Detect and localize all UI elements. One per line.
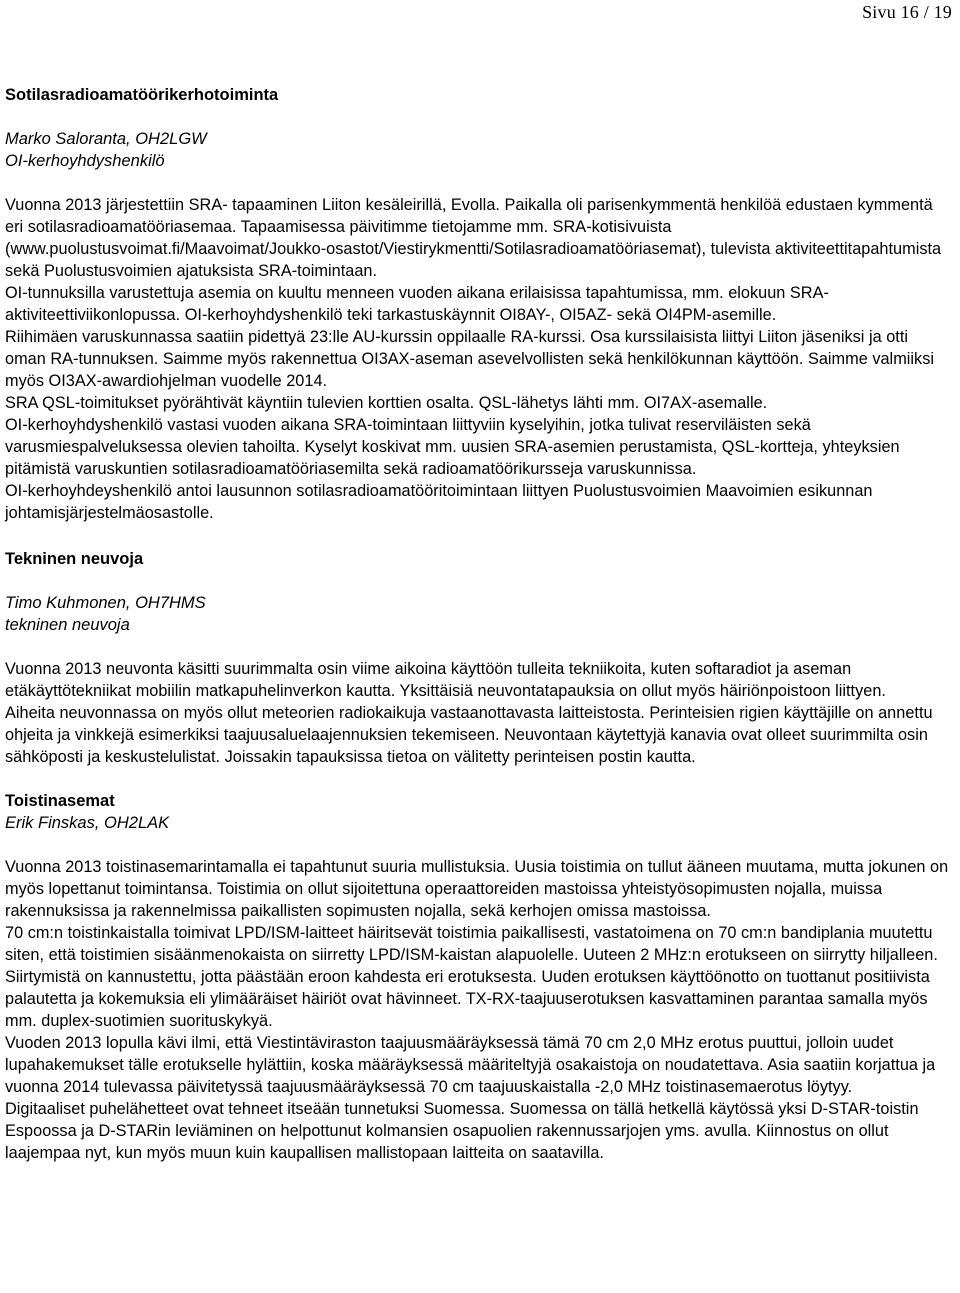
page-number: Sivu 16 / 19 <box>862 2 952 22</box>
paragraph: Vuonna 2013 neuvonta käsitti suurimmalta osin viime aikoina käyttöön tulleita tekniikoita, kuten softaradiot ja aseman etäkäyttötekniikat mobiilin matkapuhelinverkon kautta. Yksittäisiä neuvontatapauksia on ollut myös häiriönpoistoon liittyen. <box>5 660 886 700</box>
paragraph: Riihimäen varuskunnassa saatiin pidettyä 23:lle AU-kurssin oppilaalle RA-kurssi. Osa kurssilaisista liittyi Liiton jäseniksi ja otti oman RA-tunnuksen. Saimme myös rakennettua OI3AX-aseman asevelvollisten sekä henkilökunnan käyttöön. Saimme valmiiksi myös OI3AX-awardiohjelman vuodelle 2014. <box>5 328 935 390</box>
paragraph: OI-kerhoyhdeyshenkilö antoi lausunnon sotilasradioamatööritoimintaan liittyen Puolustusvoimien Maavoimien esikunnan johtamisjärjestelmäosastolle. <box>5 482 873 522</box>
paragraph: Aiheita neuvonnassa on myös ollut meteorien radiokaikuja vastaanottavasta laitteistosta. Perinteisien rigien käyttäjille on annettu ohjeita ja vinkkejä esimerkiksi taajuusaluelaajennuksien tekemiseen. Neuvontaan käytettyjä kanavia ovat olleet suurimmilta osin sähköposti ja keskustelulistat. Joissakin tapauksissa tietoa on välitetty perinteisen postin kautta. <box>5 704 933 766</box>
section-sra <box>5 84 953 524</box>
paragraph: Vuonna 2013 toistinasemarintamalla ei tapahtunut suuria mullistuksia. Uusia toistimia on tullut ääneen muutama, mutta jokunen on myös lopettanut toimintansa. Toistimia on ollut sijoitettuna operaattoreiden mastoissa yhteistyösopimusten nojalla, muissa rakennuksissa ja rakennelmissa paikallisten sopimusten nojalla, sekä kerhojen omissa mastoissa. <box>5 858 949 920</box>
author-role: tekninen neuvoja <box>5 616 130 634</box>
paragraph: Vuonna 2013 järjestettiin SRA- tapaaminen Liiton kesäleirillä, Evolla. Paikalla oli parisenkymmentä henkilöä edustaen kymmentä eri sotilasradioamatööriasemaa. Tapaamisessa päivitimme tietojamme mm. SRA-kotisivuista (www.puolustusvoimat.fi/Maavoimat/Joukko-osastot/Viestirykmentti/Sotilasradioamatööriasemat), tulevista aktiviteettitapahtumista sekä Puolustusvoimien ajatuksista SRA-toimintaan. <box>5 196 942 280</box>
paragraph: 70 cm:n toistinkaistalla toimivat LPD/ISM-laitteet häiritsevät toistimia paikallisesti, vastatoimena on 70 cm:n bandiplania muutettu siten, että toistimien sisäänmenokaista on siirretty LPD/ISM-kaistan alapuolelle. Uuteen 2 MHz:n erotukseen on siirrytty hiljalleen. Siirtymistä on kannustettu, jotta päästään eroon kahdesta eri erotuksesta. Uuden erotuksen käyttöönotto on tuottanut positiivista palautetta ja kokemuksia eli ylimääräiset häiriöt ovat hävinneet. TX-RX-taajuuserotuksen kasvattaminen parantaa samalla myös mm. duplex-suotimien suorituskykyä. <box>5 924 938 1030</box>
author-name: Timo Kuhmonen, OH7HMS <box>5 594 206 612</box>
document-body <box>5 84 953 1164</box>
paragraph: OI-kerhoyhdyshenkilö vastasi vuoden aikana SRA-toimintaan liittyviin kyselyihin, jotka tulivat reserviläisten sekä varusmiespalveluksessa olevien tahoilta. Kyselyt koskivat mm. uusien SRA-asemien perustamista, QSL-kortteja, yhteyksien pitämistä varuskuntien sotilasradioamatööriasemilta sekä radioamatöörikursseja varuskunnissa. <box>5 416 900 478</box>
author-name: Erik Finskas, OH2LAK <box>5 814 170 832</box>
author-name: Marko Saloranta, OH2LGW <box>5 130 207 148</box>
paragraph: SRA QSL-toimitukset pyörähtivät käyntiin tulevien korttien osalta. QSL-lähetys lähti mm. OI7AX-asemalle. <box>5 394 768 412</box>
paragraph: Vuoden 2013 lopulla kävi ilmi, että Viestintäviraston taajuusmääräyksessä tämä 70 cm 2,0 MHz erotus puuttui, jolloin uudet lupahakemukset tälle erotukselle hylättiin, koska määräyksessä määriteltyjä osakaistoja on noudatettava. Asia saatiin korjattua ja vuonna 2014 tulevassa päivitetyssä taajuusmääräyksessä 70 cm taajuuskaistalla -2,0 MHz toistinasemaerotus löytyy. <box>5 1034 936 1096</box>
paragraph: Digitaaliset puhelähetteet ovat tehneet itseään tunnetuksi Suomessa. Suomessa on tällä hetkellä käytössä yksi D-STAR-toistin Espoossa ja D-STARin leviäminen on helpottunut kolmansien osapuolien rakennussarjojen yms. avulla. Kiinnostus on ollut laajempaa nyt, kun myös muun kuin kaupallisen mallistopaan laitteita on saatavilla. <box>5 1100 919 1162</box>
author-role: OI-kerhoyhdyshenkilö <box>5 152 165 170</box>
section-technical-advisor <box>5 548 953 768</box>
section-repeaters <box>5 790 953 1164</box>
section-heading: Sotilasradioamatöörikerhotoiminta <box>5 86 279 104</box>
section-heading: Tekninen neuvoja <box>5 550 144 568</box>
section-heading: Toistinasemat <box>5 792 115 810</box>
paragraph: OI-tunnuksilla varustettuja asemia on kuultu menneen vuoden aikana erilaisissa tapahtumissa, mm. elokuun SRA-aktiviteettiviikonlopussa. OI-kerhoyhdyshenkilö teki tarkastuskäynnit OI8AY-, OI5AZ- sekä OI4PM-asemille. <box>5 284 829 324</box>
